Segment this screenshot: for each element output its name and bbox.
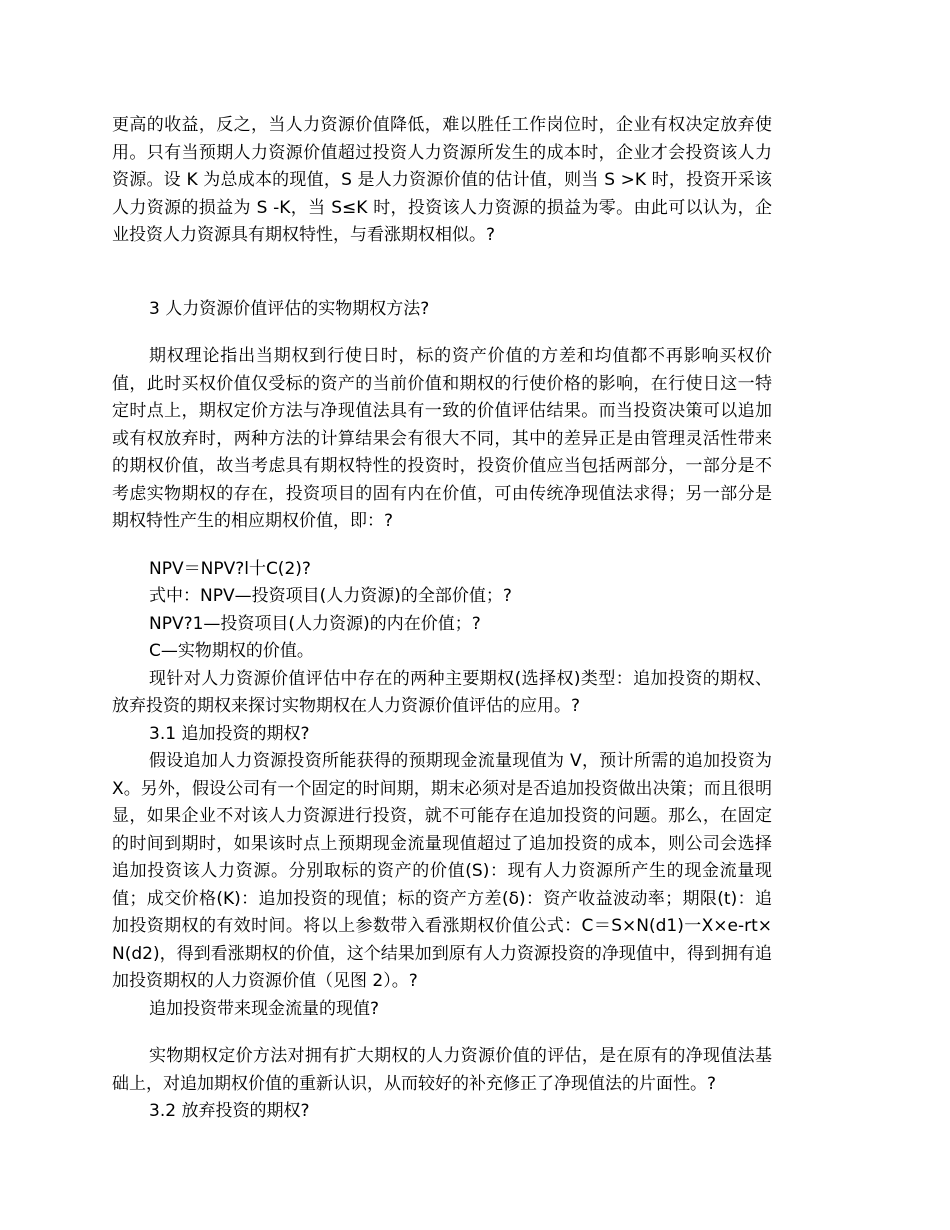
document-page — [112, 112, 772, 1126]
spacer — [112, 1023, 772, 1043]
definition-npv-intrinsic: NPV?1—投资项目(人力资源)的内在价值；? — [149, 613, 481, 634]
paragraph-option-types: 现针对人力资源价值评估中存在的两种主要期权(选择权)类型：追加投资的期权、放弃投资的期权来探讨实物期权在人力资源价值评估的应用。? — [112, 668, 772, 716]
section-heading-3-1: 3.1 追加投资的期权? — [149, 723, 310, 744]
spacer — [112, 250, 772, 296]
figure-caption: 追加投资带来现金流量的现值? — [149, 998, 380, 1019]
paragraph-intro: 更高的收益，反之，当人力资源价值降低，难以胜任工作岗位时，企业有权决定放弃使用。只有当预期人力资源价值超过投资人力资源所发生的成本时，企业才会投资该人力资源。设 K 为总成本的现值，S 是人力资源价值的估计值，则当 S >K 时，投资开采该人力资源的损益为 S -K，当 S≤K 时，投资该人力资源的损益为零。由此可以认为，企业投资人力资源具有期权特性，与看涨期权相似。? — [112, 115, 772, 245]
definition-npv-total: 式中：NPV—投资项目(人力资源)的全部价值；? — [149, 586, 512, 606]
section-heading-3: 3 人力资源价值评估的实物期权方法? — [149, 298, 430, 319]
formula-npv: NPV＝NPV?l十C(2)? — [149, 558, 311, 579]
definition-real-option: C—实物期权的价值。 — [149, 641, 314, 661]
spacer — [112, 323, 772, 343]
paragraph-expansion-option: 假设追加人力资源投资所能获得的预期现金流量现值为 V，预计所需的追加投资为 X。另外，假设公司有一个固定的时间期，期末必须对是否追加投资做出决策；而且很明显，如果企业不对该人力资源进行投资，就不可能存在追加投资的问题。那么，在固定的时间到期时，如果该时点上预期现金流量现值超过了追加投资的成本，则公司会选择追加投资该人力资源。分别取标的资产的价值(S)：现有人力资源所产生的现金流量现值；成交价格(K)：追加投资的现值；标的资产方差(δ)：资产收益波动率；期限(t)：追加投资期权的有效时间。将以上参数带入看涨期权价值公式：C＝S×N(d1)一X×e-rt×N(d2)，得到看涨期权的价值，这个结果加到原有人力资源投资的净现值中，得到拥有追加投资期权的人力资源价值（见图 2）。? — [112, 751, 772, 991]
paragraph-option-theory: 期权理论指出当期权到行使日时，标的资产价值的方差和均值都不再影响买权价值，此时买权价值仅受标的资产的当前价值和期权的行使价格的影响，在行使日这一特定时点上，期权定价方法与净现值法具有一致的价值评估结果。而当投资决策可以追加或有权放弃时，两种方法的计算结果会有很大不同，其中的差异正是由管理灵活性带来的期权价值，故当考虑具有期权特性的投资时，投资价值应当包括两部分，一部分是不考虑实物期权的存在，投资项目的固有内在价值，可由传统净现值法求得；另一部分是期权特性产生的相应期权价值，即：? — [112, 346, 772, 531]
section-heading-3-2: 3.2 放弃投资的期权? — [149, 1101, 310, 1121]
paragraph-summary: 实物期权定价方法对拥有扩大期权的人力资源价值的评估，是在原有的净现值法基础上，对追加期权价值的重新认识，从而较好的补充修正了净现值法的片面性。? — [112, 1046, 772, 1094]
spacer — [112, 536, 772, 556]
